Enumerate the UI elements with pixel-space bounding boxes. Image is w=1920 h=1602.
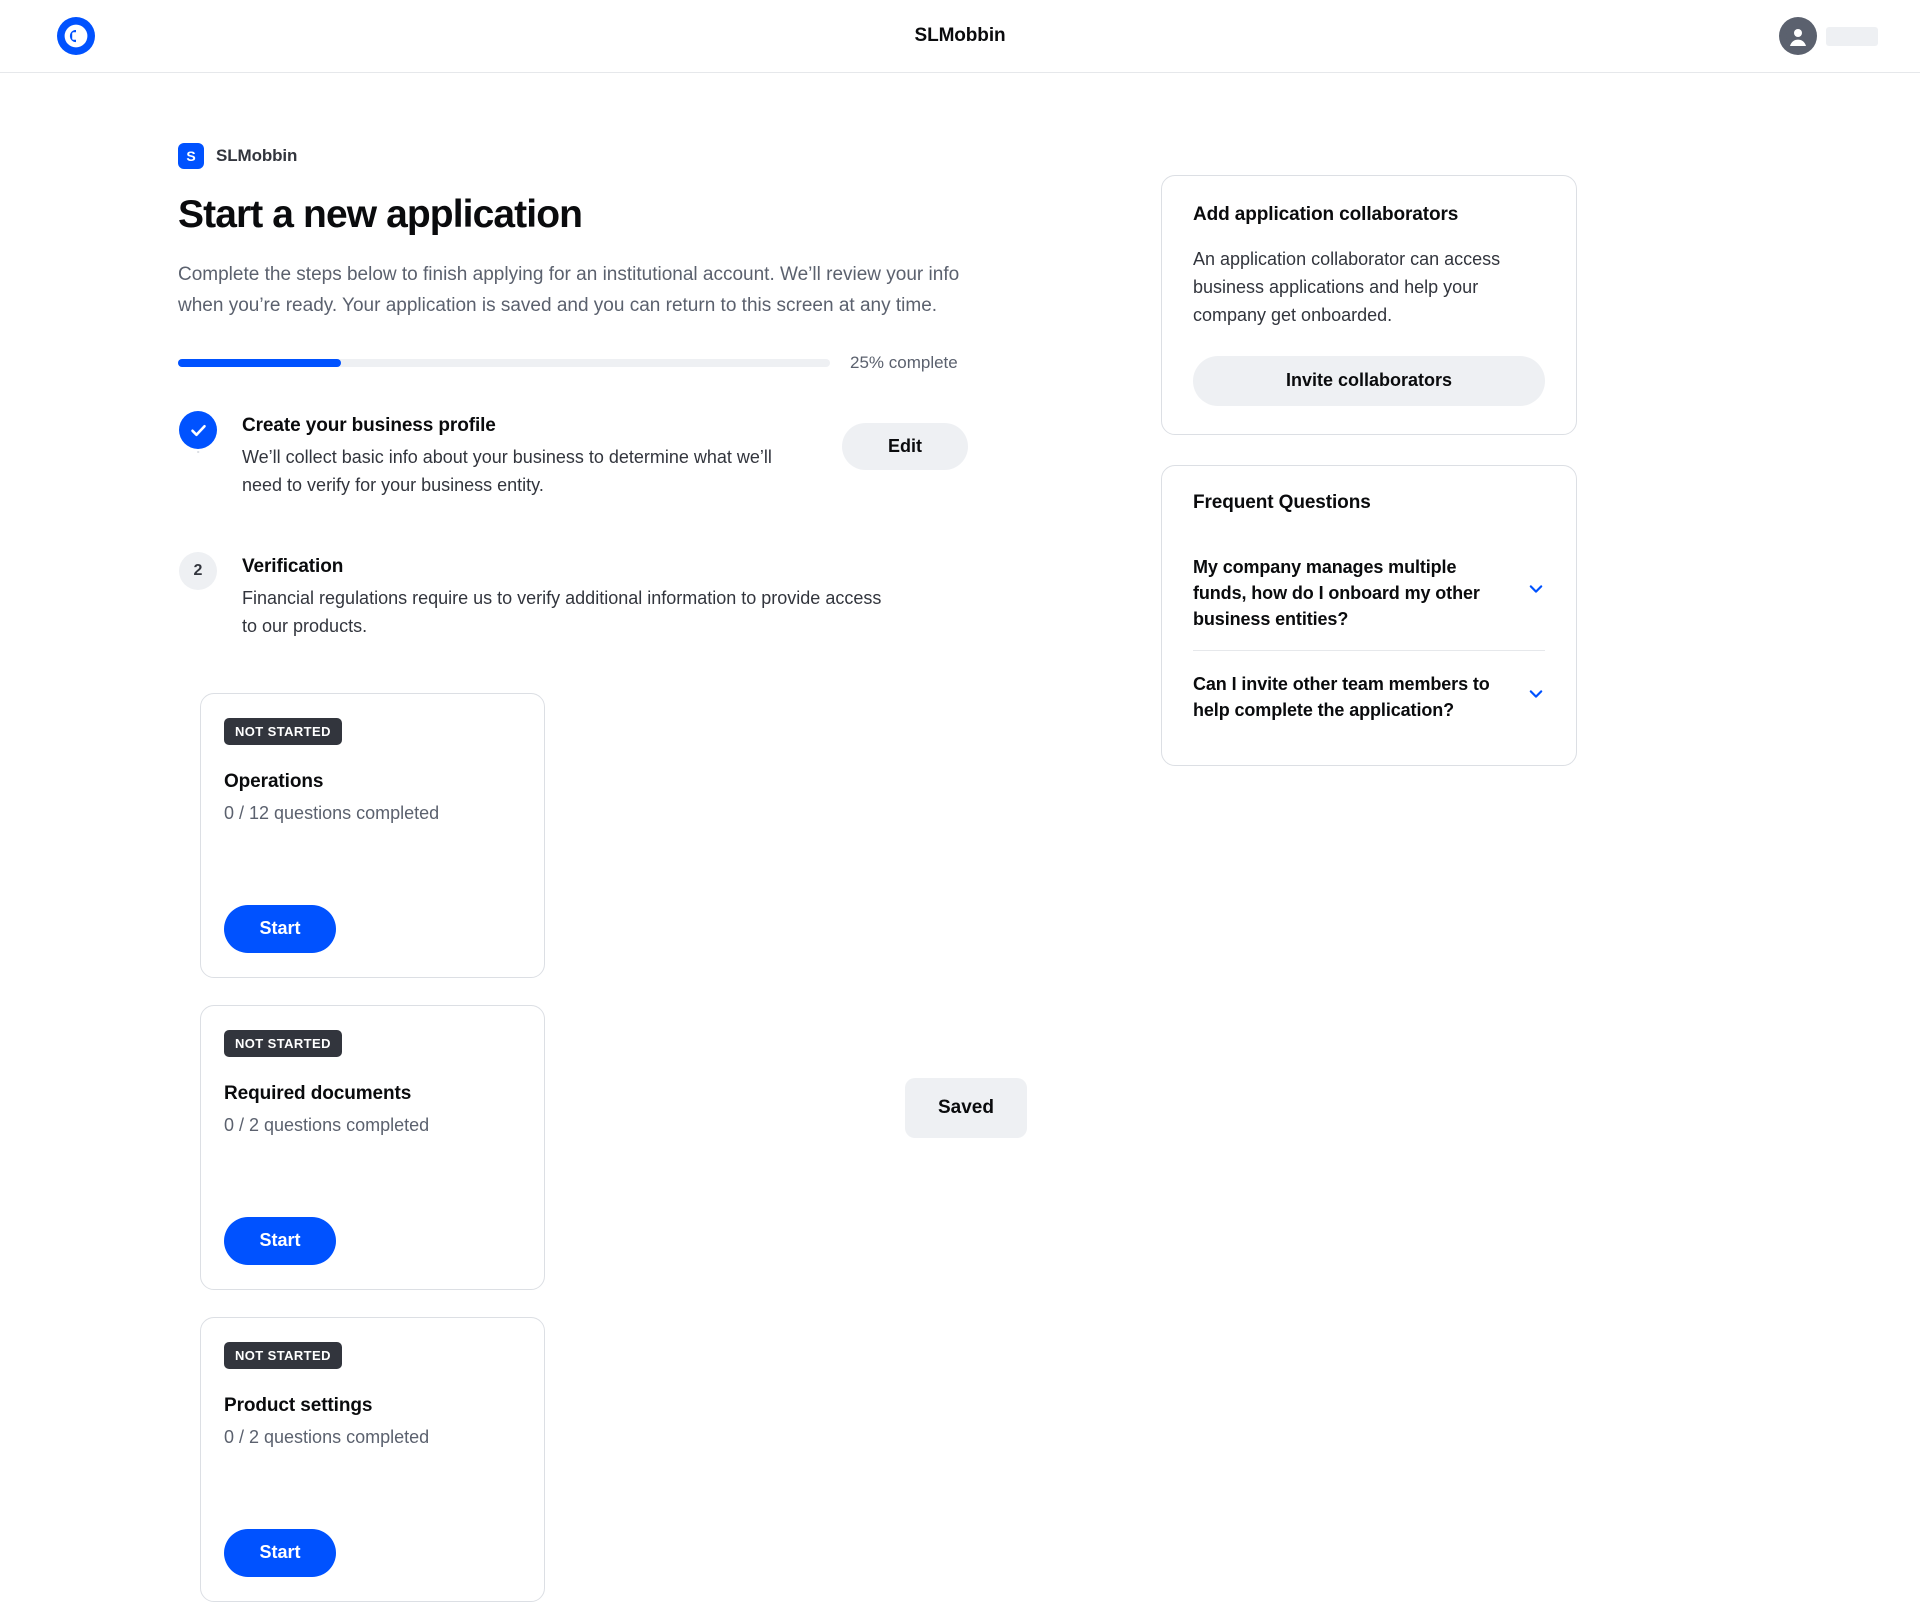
task-card-operations[interactable] (200, 693, 545, 978)
chevron-down-icon[interactable] (1527, 685, 1545, 708)
application-main-column (178, 143, 968, 1602)
chevron-down-icon[interactable] (1527, 580, 1545, 603)
step-1-description: We’ll collect basic info about your business to determine what we’ll need to verify for your business entity. (242, 447, 772, 496)
task-card-progress: 0 / 2 questions completed (224, 1426, 430, 1447)
step-create-business-profile (178, 411, 968, 510)
step-2-number: 2 (179, 552, 217, 590)
step-1-body (242, 411, 818, 500)
faq-question: My company manages multiple funds, how do I onboard my other business entities? (1193, 556, 1480, 629)
organization-row (178, 143, 968, 169)
progress-label: 25% complete (850, 353, 958, 373)
user-avatar-icon[interactable] (1779, 17, 1817, 55)
progress-row (178, 353, 968, 373)
status-badge: NOT STARTED (224, 1030, 342, 1057)
saved-status-toast: Saved (905, 1078, 1027, 1138)
step-connector-line (197, 451, 199, 453)
start-operations-button[interactable]: Start (224, 905, 336, 953)
step-marker-column (178, 411, 218, 449)
account-area[interactable] (1779, 17, 1878, 55)
start-product-settings-button[interactable]: Start (224, 1529, 336, 1577)
task-card-progress: 0 / 2 questions completed (224, 1114, 430, 1135)
task-card-title: Operations (224, 770, 324, 792)
invite-collaborators-button[interactable]: Invite collaborators (1193, 356, 1545, 406)
step-2-title: Verification (242, 556, 344, 578)
step-2-description: Financial regulations require us to verify additional information to provide access to our products. (242, 588, 882, 637)
account-name-placeholder (1826, 27, 1878, 46)
organization-avatar: S (178, 143, 204, 169)
faq-card-title: Frequent Questions (1193, 491, 1371, 513)
check-icon (179, 411, 217, 449)
page-title-header: SLMobbin (914, 25, 1006, 46)
faq-item-invite-team-members[interactable] (1193, 650, 1545, 741)
task-card-product-settings[interactable] (200, 1317, 545, 1602)
page-title: Start a new application (178, 193, 583, 236)
faq-question: Can I invite other team members to help complete the application? (1193, 673, 1490, 721)
faq-item-multiple-funds[interactable] (1193, 534, 1545, 650)
steps-list (178, 411, 968, 651)
page-intro-text: Complete the steps below to finish applying for an institutional account. We’ll review your info when you’re ready. Your application is saved and you can return to this screen at any time. (178, 263, 960, 316)
verification-task-cards (200, 693, 910, 1602)
task-card-progress: 0 / 12 questions completed (224, 802, 440, 823)
edit-business-profile-button[interactable]: Edit (842, 423, 968, 470)
sidebar-column (1161, 175, 1577, 796)
collaborators-card-body: An application collaborator can access business applications and help your company get onboarded. (1193, 249, 1501, 325)
collaborators-card-title: Add application collaborators (1193, 204, 1459, 225)
step-1-title: Create your business profile (242, 415, 496, 437)
coinbase-logo-icon[interactable] (57, 17, 95, 55)
page-body (0, 73, 1920, 1563)
step-verification (178, 552, 968, 651)
collaborators-card (1161, 175, 1577, 435)
task-card-required-documents[interactable] (200, 1005, 545, 1290)
status-badge: NOT STARTED (224, 1342, 342, 1369)
top-navigation-bar (0, 0, 1920, 73)
task-card-title: Required documents (224, 1082, 412, 1104)
faq-card (1161, 465, 1577, 766)
progress-bar-fill (178, 359, 341, 367)
progress-bar (178, 359, 830, 367)
step-2-body (242, 552, 968, 641)
task-card-title: Product settings (224, 1394, 373, 1416)
status-badge: NOT STARTED (224, 718, 342, 745)
organization-name: SLMobbin (216, 146, 298, 165)
start-required-documents-button[interactable]: Start (224, 1217, 336, 1265)
step-marker-column (178, 552, 218, 641)
